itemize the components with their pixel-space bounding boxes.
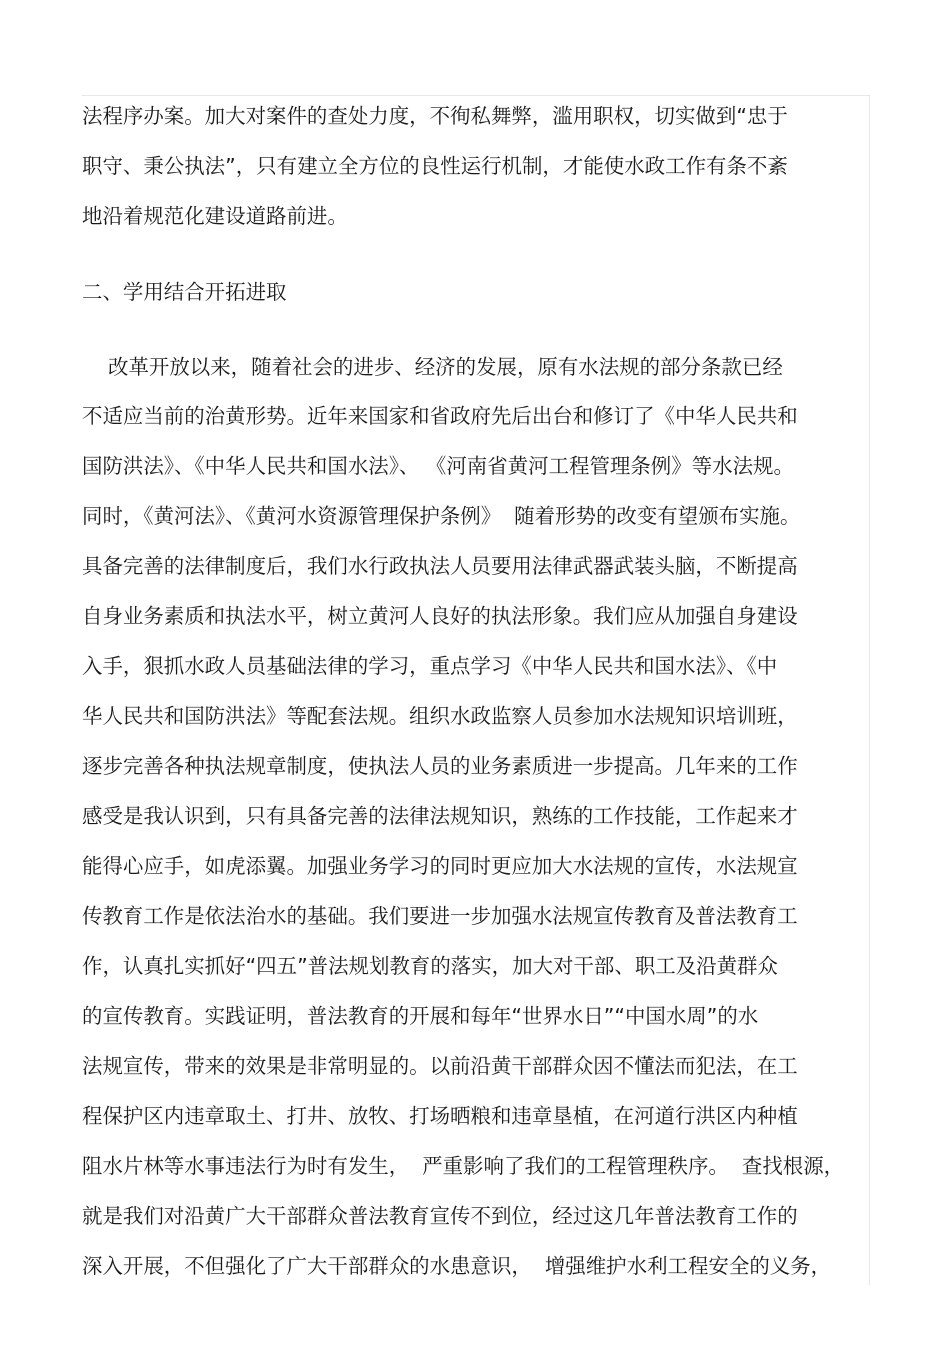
text-line: 国防洪法》、《中华人民共和国水法》、 《河南省黄河工程管理条例》等水法规。 bbox=[82, 454, 794, 478]
text-line: 改革开放以来，随着社会的进步、经济的发展，原有水法规的部分条款已经 bbox=[82, 355, 783, 379]
text-line: 华人民共和国防洪法》等配套法规。组织水政监察人员参加水法规知识培训班， bbox=[82, 704, 798, 728]
text-line: 作，认真扎实抓好“四五”普法规划教育的落实，加大对干部、职工及沿黄群众 bbox=[82, 954, 778, 978]
text-line: 传教育工作是依法治水的基础。我们要进一步加强水法规宣传教育及普法教育工 bbox=[82, 904, 798, 928]
text-line: 法规宣传，带来的效果是非常明显的。以前沿黄干部群众因不懂法而犯法，在工 bbox=[82, 1054, 798, 1078]
text-line: 不适应当前的治黄形势。近年来国家和省政府先后出台和修订了《中华人民共和 bbox=[82, 404, 798, 428]
page-top-border bbox=[82, 95, 869, 96]
text-line: 地沿着规范化建设道路前进。 bbox=[82, 204, 348, 228]
page-right-border bbox=[869, 95, 870, 1285]
text-line: 入手，狠抓水政人员基础法律的学习，重点学习《中华人民共和国水法》、《中 bbox=[82, 654, 778, 678]
text-line: 就是我们对沿黄广大干部群众普法教育宣传不到位，经过这几年普法教育工作的 bbox=[82, 1204, 798, 1228]
text-line: 的宣传教育。实践证明，普法教育的开展和每年“世界水日”“中国水周”的水 bbox=[82, 1004, 759, 1028]
text-line: 深入开展，不但强化了广大干部群众的水患意识， 增强维护水利工程安全的义务， bbox=[82, 1254, 832, 1278]
text-line: 程保护区内违章取土、打井、放牧、打场晒粮和违章垦植，在河道行洪区内种植 bbox=[82, 1104, 798, 1128]
text-line: 能得心应手，如虎添翼。加强业务学习的同时更应加大水法规的宣传，水法规宣 bbox=[82, 854, 798, 878]
section-heading: 二、学用结合开拓进取 bbox=[82, 280, 287, 304]
text-line: 感受是我认识到，只有具备完善的法律法规知识，熟练的工作技能，工作起来才 bbox=[82, 804, 798, 828]
text-line: 职守、秉公执法”，只有建立全方位的良性运行机制，才能使水政工作有条不紊 bbox=[82, 154, 788, 178]
text-line: 同时，《黄河法》、《黄河水资源管理保护条例》 随着形势的改变有望颁布实施。 bbox=[82, 504, 801, 528]
text-line: 逐步完善各种执法规章制度，使执法人员的业务素质进一步提高。几年来的工作 bbox=[82, 754, 798, 778]
text-line: 法程序办案。加大对案件的查处力度，不徇私舞弊，滥用职权，切实做到“忠于 bbox=[82, 104, 788, 128]
text-line: 阻水片林等水事违法行为时有发生， 严重影响了我们的工程管理秩序。 查找根源， bbox=[82, 1154, 845, 1178]
text-line: 具备完善的法律制度后，我们水行政执法人员要用法律武器武装头脑，不断提高 bbox=[82, 554, 798, 578]
text-line: 自身业务素质和执法水平，树立黄河人良好的执法形象。我们应从加强自身建设 bbox=[82, 604, 798, 628]
